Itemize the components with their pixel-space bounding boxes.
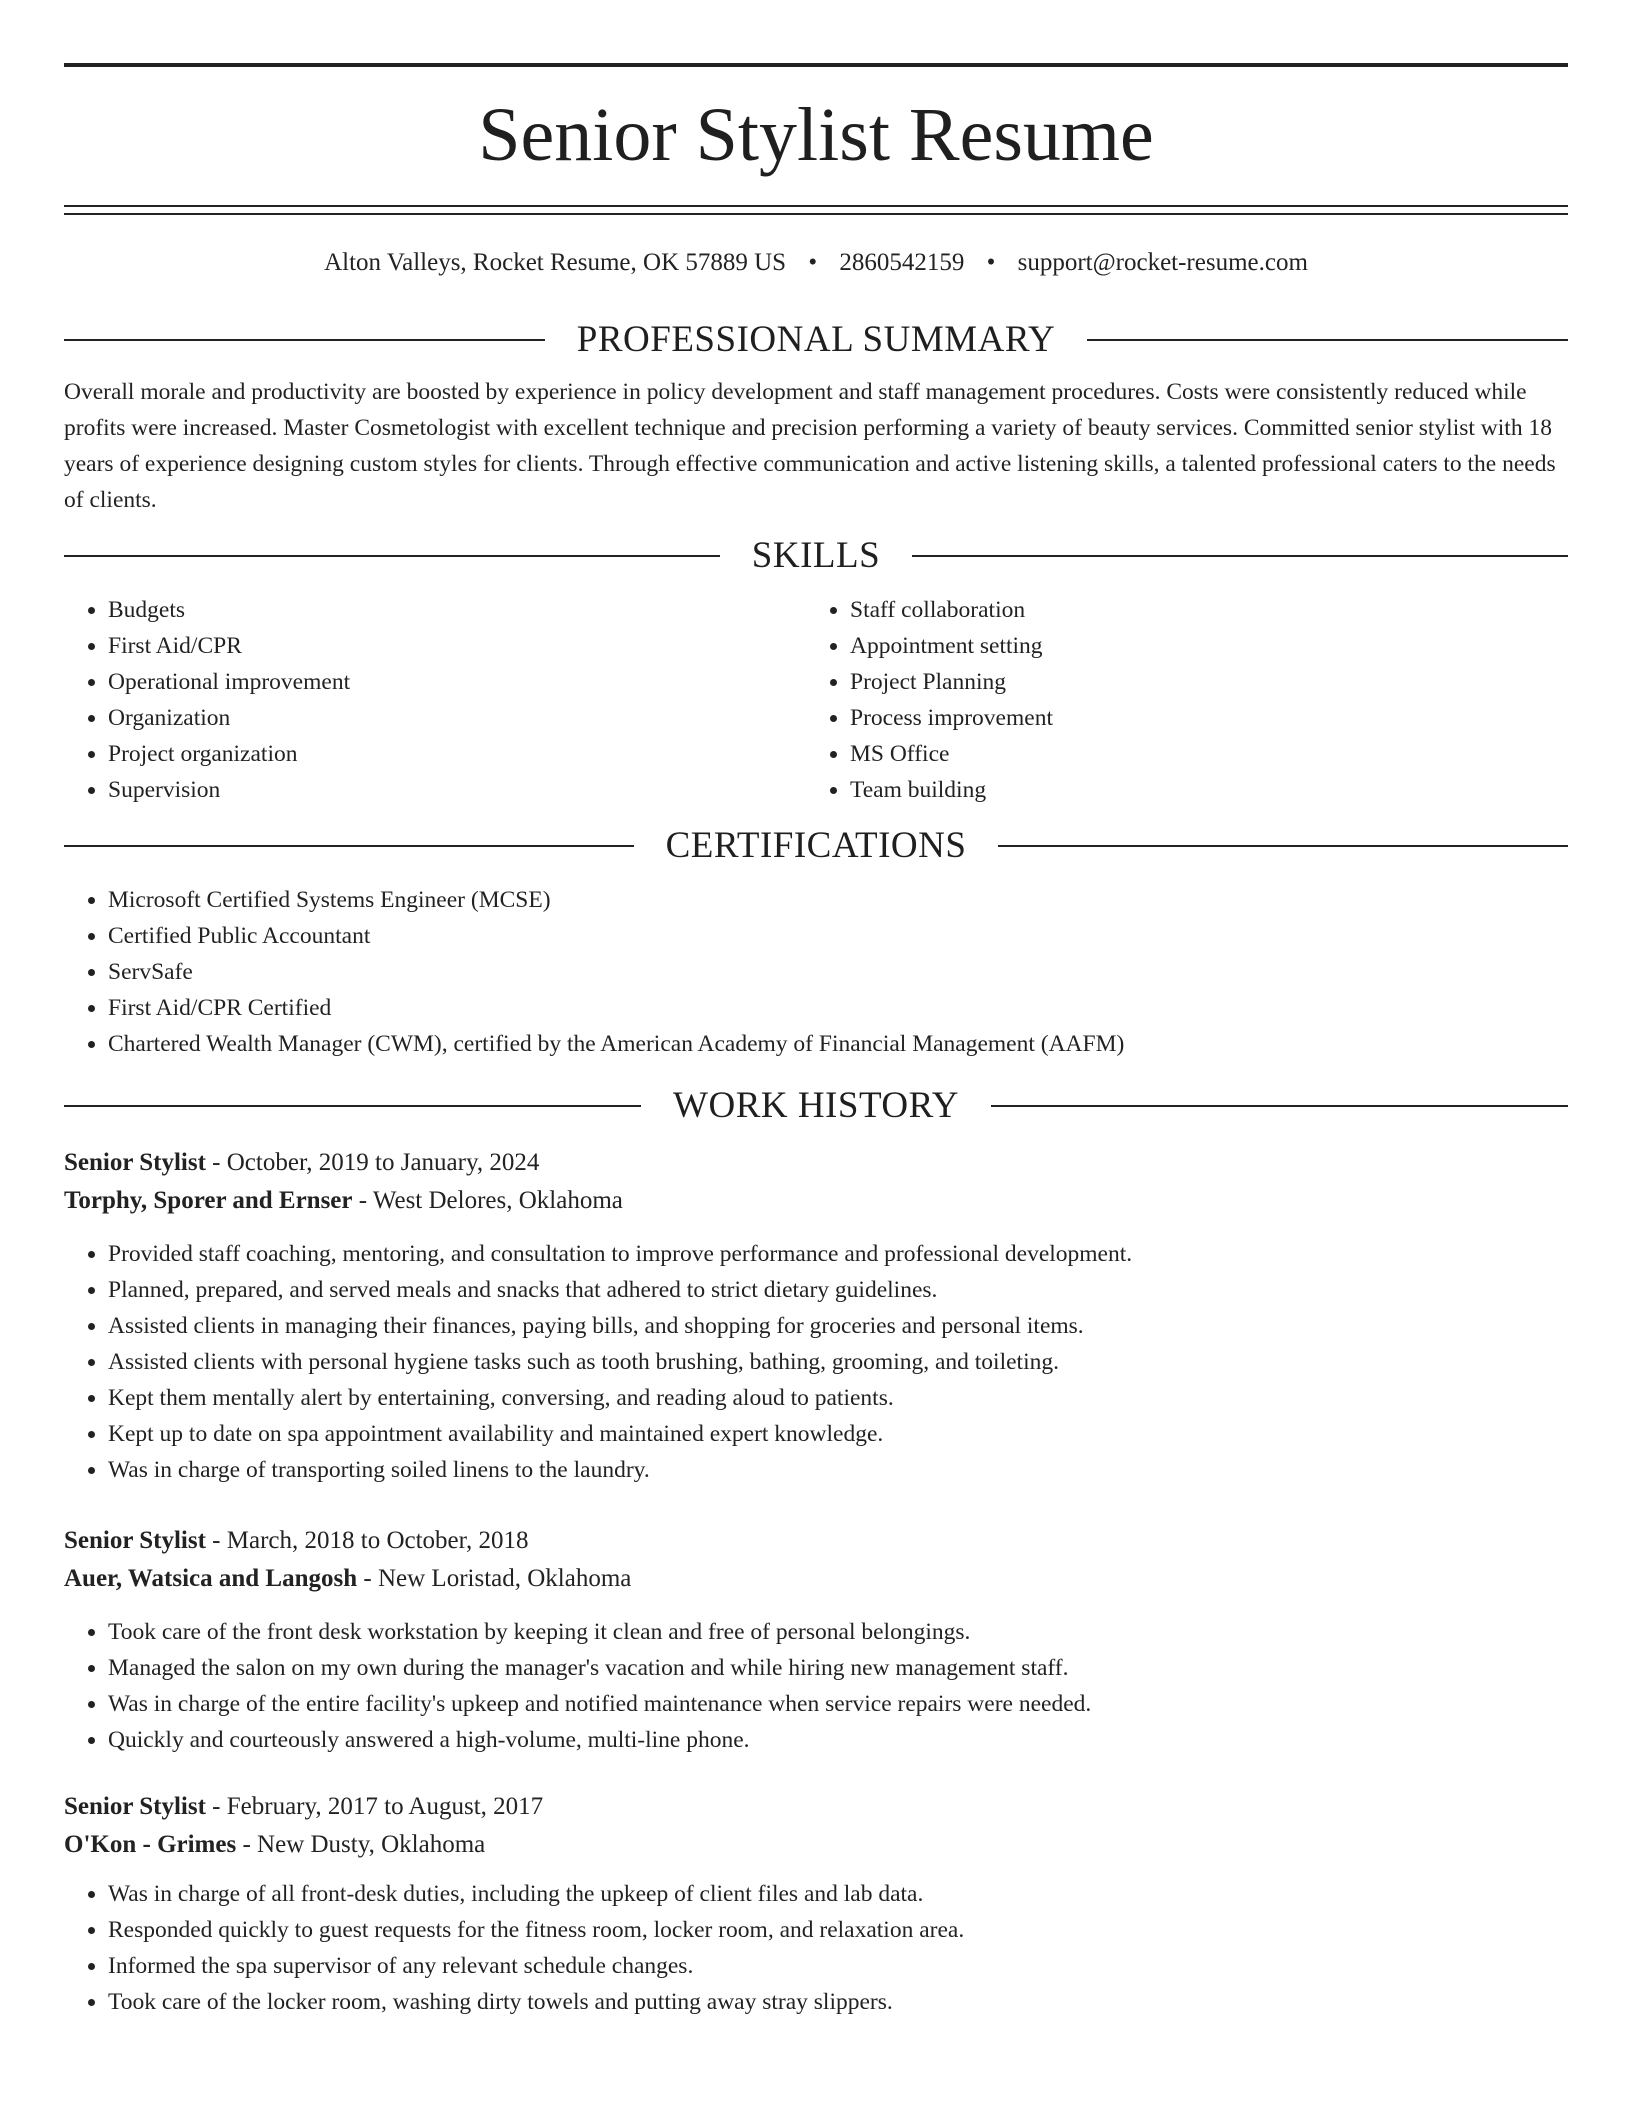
job-location: - New Dusty, Oklahoma bbox=[236, 1831, 486, 1858]
contact-separator: • bbox=[986, 249, 996, 276]
certification-item: • Certified Public Accountant bbox=[108, 918, 1568, 954]
section-header-summary bbox=[64, 318, 1568, 362]
job-company: O'Kon - Grimes bbox=[64, 1831, 237, 1858]
job-title: Senior Stylist bbox=[64, 1527, 206, 1554]
job-bullets bbox=[64, 1236, 1568, 1488]
skill-item: • Supervision bbox=[108, 772, 806, 808]
job-bullet: • Provided staff coaching, mentoring, and consultation to improve performance and professional development. bbox=[108, 1236, 1568, 1272]
job-bullet: • Assisted clients in managing their finances, paying bills, and shopping for groceries and personal items. bbox=[108, 1308, 1568, 1344]
skill-item: • Team building bbox=[850, 772, 1548, 808]
job-entry bbox=[64, 1144, 1568, 1488]
job-bullets bbox=[64, 1614, 1568, 1758]
job-entry bbox=[64, 1788, 1568, 2020]
job-company: Auer, Watsica and Langosh bbox=[64, 1565, 358, 1592]
divider-line bbox=[1087, 339, 1568, 341]
skill-item: • Organization bbox=[108, 700, 806, 736]
contact-email: support@rocket-resume.com bbox=[1017, 249, 1308, 276]
skills-column-right bbox=[806, 592, 1548, 808]
divider-line bbox=[998, 845, 1568, 847]
divider-line bbox=[912, 555, 1568, 557]
job-bullet: • Took care of the front desk workstation by keeping it clean and free of personal belongings. bbox=[108, 1614, 1568, 1650]
job-title-line bbox=[64, 1522, 1568, 1560]
job-company-line bbox=[64, 1826, 1568, 1864]
summary-text: Overall morale and productivity are boosted by experience in policy development and staff management procedures. Costs were consistently reduced while profits were increased. Master Cosmetologist with excellent technique and precision performing a variety of beauty services. Committed senior stylist with 18 years of experience designing custom styles for clients. Through effective communication and active listening skills, a talented professional caters to the needs of clients. bbox=[64, 379, 1556, 513]
page-title: Senior Stylist Resume bbox=[478, 93, 1154, 177]
divider-line bbox=[64, 1105, 641, 1107]
divider-line bbox=[64, 339, 545, 341]
contact-phone: 2860542159 bbox=[839, 249, 965, 276]
skill-item: • Project organization bbox=[108, 736, 806, 772]
section-header-work-history bbox=[64, 1084, 1568, 1128]
job-bullet: • Kept them mentally alert by entertaining, conversing, and reading aloud to patients. bbox=[108, 1380, 1568, 1416]
job-bullets bbox=[64, 1876, 1568, 2020]
job-bullet: • Took care of the locker room, washing dirty towels and putting away stray slippers. bbox=[108, 1984, 1568, 2020]
job-company-line bbox=[64, 1560, 1568, 1598]
resume-content bbox=[64, 0, 1568, 2020]
divider-line bbox=[991, 1105, 1568, 1107]
skill-item: • Operational improvement bbox=[108, 664, 806, 700]
certification-item: • Chartered Wealth Manager (CWM), certified by the American Academy of Financial Management (AAFM) bbox=[108, 1026, 1568, 1062]
section-title: PROFESSIONAL SUMMARY bbox=[576, 319, 1056, 360]
contact-separator: • bbox=[808, 249, 818, 276]
divider-line bbox=[64, 555, 720, 557]
certifications-list bbox=[64, 882, 1568, 1062]
skill-item: • Appointment setting bbox=[850, 628, 1548, 664]
job-entry bbox=[64, 1522, 1568, 1758]
job-title-line bbox=[64, 1144, 1568, 1182]
job-bullet: • Managed the salon on my own during the manager's vacation and while hiring new management staff. bbox=[108, 1650, 1568, 1686]
job-dates: - February, 2017 to August, 2017 bbox=[205, 1793, 544, 1820]
certification-item: • Microsoft Certified Systems Engineer (MCSE) bbox=[108, 882, 1568, 918]
section-title: WORK HISTORY bbox=[673, 1085, 959, 1126]
job-bullet: • Informed the spa supervisor of any relevant schedule changes. bbox=[108, 1948, 1568, 1984]
section-title: CERTIFICATIONS bbox=[665, 825, 967, 866]
section-header-skills bbox=[64, 534, 1568, 578]
divider-line bbox=[64, 845, 634, 847]
contact-line bbox=[64, 248, 1568, 278]
skill-item: • First Aid/CPR bbox=[108, 628, 806, 664]
job-bullet: • Was in charge of transporting soiled linens to the laundry. bbox=[108, 1452, 1568, 1488]
skill-item: • Staff collaboration bbox=[850, 592, 1548, 628]
job-bullet: • Quickly and courteously answered a high-volume, multi-line phone. bbox=[108, 1722, 1568, 1758]
job-bullet: • Responded quickly to guest requests for the fitness room, locker room, and relaxation area. bbox=[108, 1912, 1568, 1948]
job-dates: - March, 2018 to October, 2018 bbox=[205, 1527, 529, 1554]
skills-column-left bbox=[64, 592, 806, 808]
section-header-certifications bbox=[64, 824, 1568, 868]
job-company: Torphy, Sporer and Ernser bbox=[64, 1187, 353, 1214]
job-bullet: • Assisted clients with personal hygiene tasks such as tooth brushing, bathing, grooming, and toileting. bbox=[108, 1344, 1568, 1380]
skills-grid bbox=[64, 592, 1568, 808]
certification-item: • ServSafe bbox=[108, 954, 1568, 990]
skill-item: • Budgets bbox=[108, 592, 806, 628]
job-location: - West Delores, Oklahoma bbox=[352, 1187, 623, 1214]
section-title: SKILLS bbox=[751, 535, 881, 576]
job-bullet: • Planned, prepared, and served meals and snacks that adhered to strict dietary guidelines. bbox=[108, 1272, 1568, 1308]
job-location: - New Loristad, Oklahoma bbox=[357, 1565, 632, 1592]
job-bullet: • Kept up to date on spa appointment availability and maintained expert knowledge. bbox=[108, 1416, 1568, 1452]
certification-item: • First Aid/CPR Certified bbox=[108, 990, 1568, 1026]
skill-item: • Project Planning bbox=[850, 664, 1548, 700]
contact-address: Alton Valleys, Rocket Resume, OK 57889 US bbox=[324, 249, 787, 276]
job-title-line bbox=[64, 1788, 1568, 1826]
job-title: Senior Stylist bbox=[64, 1793, 206, 1820]
job-bullet: • Was in charge of all front-desk duties, including the upkeep of client files and lab data. bbox=[108, 1876, 1568, 1912]
skill-item: • MS Office bbox=[850, 736, 1548, 772]
job-bullet: • Was in charge of the entire facility's upkeep and notified maintenance when service repairs were needed. bbox=[108, 1686, 1568, 1722]
job-company-line bbox=[64, 1182, 1568, 1220]
skill-item: • Process improvement bbox=[850, 700, 1548, 736]
job-title: Senior Stylist bbox=[64, 1149, 206, 1176]
job-dates: - October, 2019 to January, 2024 bbox=[205, 1149, 540, 1176]
